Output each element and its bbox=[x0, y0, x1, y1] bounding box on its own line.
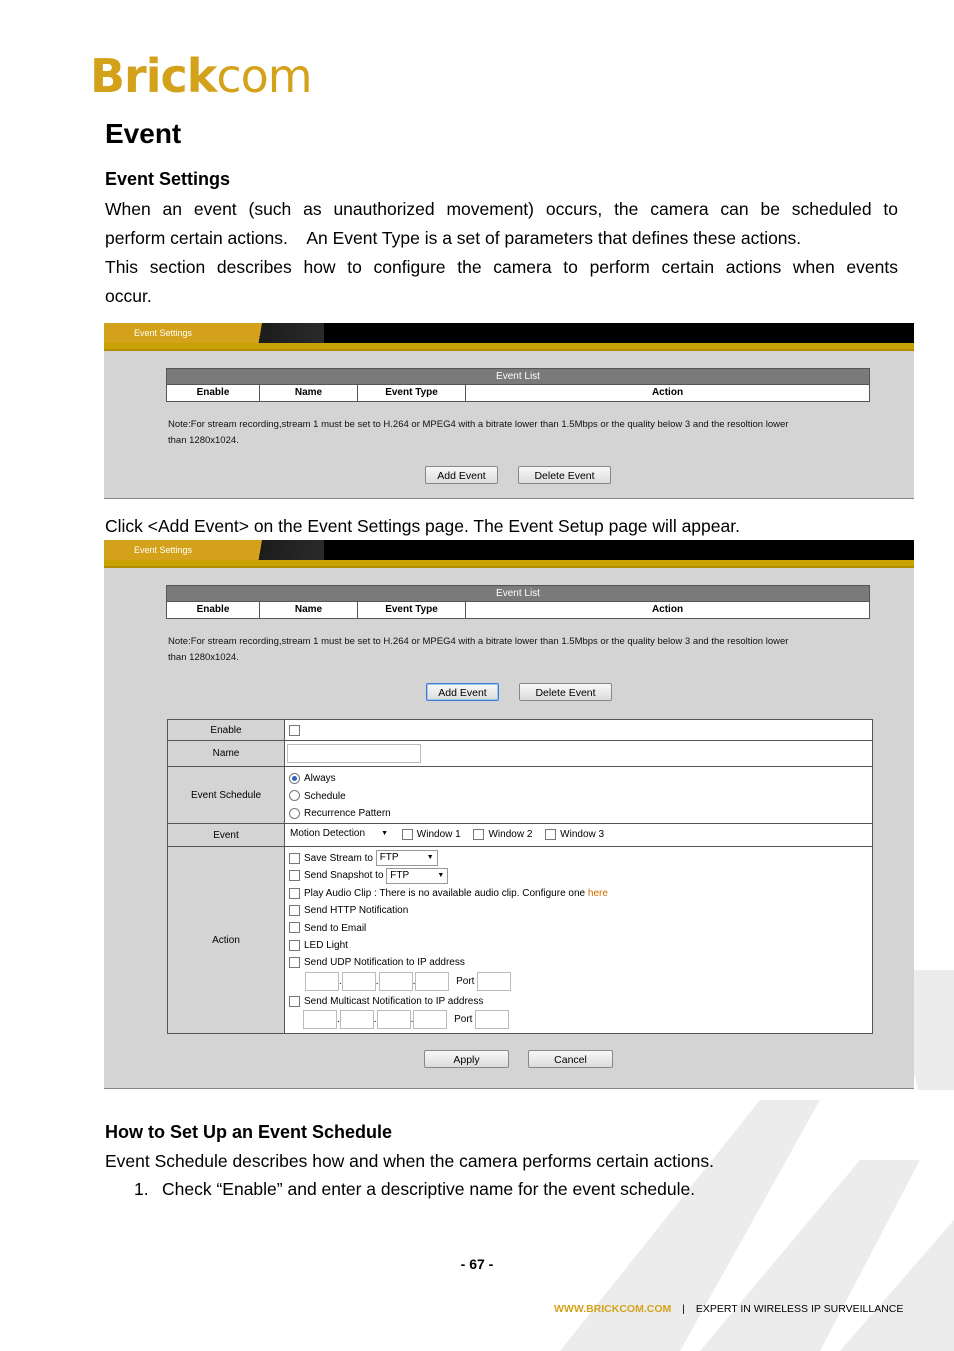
radio-icon bbox=[289, 773, 300, 784]
col-event-type: Event Type bbox=[358, 602, 466, 618]
col-enable: Enable bbox=[167, 385, 260, 401]
note-line: than 1280x1024. bbox=[168, 435, 239, 446]
enable-cell bbox=[285, 720, 872, 740]
delete-event-button[interactable]: Delete Event bbox=[518, 466, 611, 484]
window-1-option[interactable] bbox=[402, 829, 461, 840]
event-type-select[interactable] bbox=[287, 827, 391, 841]
intro-line: perform certain actions. An Event Type is a set of parameters that defines these actions. bbox=[105, 228, 802, 248]
event-cell bbox=[285, 824, 872, 846]
port-label: Port bbox=[454, 1014, 473, 1026]
schedule-cell bbox=[285, 767, 872, 823]
event-list-title: Event List bbox=[166, 585, 870, 602]
note-line: Note:For stream recording,stream 1 must be set to H.264 or MPEG4 with a bitrate lower than 1.5Mbps or the quality below 3 and the resoltion lower bbox=[168, 636, 789, 647]
page-title: Event bbox=[105, 118, 182, 149]
footer bbox=[554, 1303, 903, 1315]
send-udp-option[interactable] bbox=[289, 954, 872, 971]
step-1-text: Check “Enable” and enter a descriptive name for the event schedule. bbox=[162, 1179, 696, 1199]
col-enable: Enable bbox=[167, 602, 260, 618]
checkbox-icon bbox=[289, 888, 300, 899]
step-1-number: 1. bbox=[134, 1179, 149, 1199]
multicast-ip-octet-1[interactable] bbox=[303, 1010, 337, 1029]
intro-line: This section describes how to configure the camera to perform certain actions when events bbox=[105, 257, 898, 277]
event-label: Event bbox=[168, 824, 285, 846]
event-setup-form bbox=[167, 719, 873, 1034]
brickcom-logo: Brickcom bbox=[90, 49, 312, 103]
tab-event-settings[interactable]: Event Settings bbox=[104, 540, 234, 560]
checkbox-icon bbox=[289, 853, 300, 864]
name-cell bbox=[285, 741, 872, 766]
checkbox-icon bbox=[289, 996, 300, 1007]
col-name: Name bbox=[260, 385, 358, 401]
port-label: Port bbox=[456, 975, 475, 987]
stream-note bbox=[168, 634, 868, 666]
checkbox-icon bbox=[473, 829, 484, 840]
multicast-ip-octet-4[interactable] bbox=[413, 1010, 447, 1029]
window-label: Window 3 bbox=[560, 828, 605, 840]
window-label: Window 1 bbox=[416, 828, 461, 840]
multicast-ip-octet-2[interactable] bbox=[340, 1010, 374, 1029]
window-label: Window 2 bbox=[488, 828, 533, 840]
send-email-option[interactable] bbox=[289, 920, 872, 937]
play-audio-option[interactable] bbox=[289, 885, 872, 902]
section-heading-event-settings: Event Settings bbox=[105, 169, 231, 189]
note-line: than 1280x1024. bbox=[168, 652, 239, 663]
event-list-title: Event List bbox=[166, 368, 870, 385]
multicast-port-input[interactable] bbox=[475, 1010, 509, 1029]
udp-ip-octet-4[interactable] bbox=[415, 972, 449, 991]
checkbox-icon bbox=[289, 922, 300, 933]
send-snapshot-option[interactable] bbox=[289, 867, 872, 884]
tab-slant bbox=[234, 323, 324, 343]
stream-note bbox=[168, 417, 868, 449]
multicast-ip-fields: . . . Port bbox=[289, 1010, 872, 1029]
event-list-header-row bbox=[166, 602, 870, 619]
save-stream-dest-select[interactable] bbox=[376, 850, 438, 866]
add-event-button[interactable]: Add Event bbox=[426, 683, 499, 701]
note-line: Note:For stream recording,stream 1 must be set to H.264 or MPEG4 with a bitrate lower than 1.5Mbps or the quality below 3 and the resoltion lower bbox=[168, 419, 789, 430]
dest-value: FTP bbox=[379, 852, 399, 864]
schedule-option-recurrence[interactable] bbox=[289, 805, 872, 823]
send-http-option[interactable] bbox=[289, 902, 872, 919]
page-number: - 67 - bbox=[460, 1256, 494, 1272]
header-line bbox=[104, 566, 914, 568]
event-setup-screenshot bbox=[104, 540, 914, 1089]
schedule-option-label: Recurrence Pattern bbox=[304, 808, 391, 819]
delete-event-button[interactable]: Delete Event bbox=[519, 683, 612, 701]
section-heading-event-schedule: How to Set Up an Event Schedule bbox=[105, 1122, 393, 1142]
checkbox-icon bbox=[289, 870, 300, 881]
event-list-header-row bbox=[166, 385, 870, 402]
enable-label: Enable bbox=[168, 720, 285, 740]
send-multicast-label: Send Multicast Notification to IP address bbox=[304, 995, 484, 1007]
udp-ip-octet-1[interactable] bbox=[305, 972, 339, 991]
save-stream-label: Save Stream to bbox=[304, 853, 373, 864]
checkbox-icon bbox=[289, 940, 300, 951]
col-action: Action bbox=[651, 387, 684, 398]
radio-icon bbox=[289, 790, 300, 801]
add-event-button[interactable]: Add Event bbox=[425, 466, 498, 484]
schedule-option-always[interactable] bbox=[289, 770, 872, 788]
checkbox-icon bbox=[545, 829, 556, 840]
dest-value: FTP bbox=[390, 869, 410, 881]
intro-paragraph bbox=[105, 195, 898, 311]
schedule-paragraph: Event Schedule describes how and when the camera performs certain actions. bbox=[105, 1151, 714, 1171]
checkbox-icon bbox=[289, 957, 300, 968]
col-event-type: Event Type bbox=[358, 385, 466, 401]
event-list-table bbox=[166, 585, 870, 619]
led-light-option[interactable] bbox=[289, 937, 872, 954]
send-udp-label: Send UDP Notification to IP address bbox=[304, 957, 465, 969]
dropdown-arrow-icon: ▼ bbox=[426, 854, 434, 862]
play-audio-label: Play Audio Clip : There is no available audio clip. Configure one bbox=[304, 887, 586, 899]
udp-ip-octet-3[interactable] bbox=[379, 972, 413, 991]
send-snapshot-dest-select[interactable] bbox=[386, 868, 448, 884]
event-list-table bbox=[166, 368, 870, 402]
radio-icon bbox=[289, 808, 300, 819]
window-2-option[interactable] bbox=[473, 829, 532, 840]
footer-tagline: EXPERT IN WIRELESS IP SURVEILLANCE bbox=[695, 1303, 904, 1315]
enable-row bbox=[168, 720, 872, 741]
cancel-button[interactable]: Cancel bbox=[528, 1050, 613, 1068]
checkbox-icon bbox=[289, 905, 300, 916]
event-settings-screenshot bbox=[104, 323, 914, 499]
window-3-option[interactable] bbox=[545, 829, 604, 840]
multicast-ip-octet-3[interactable] bbox=[377, 1010, 411, 1029]
name-input[interactable] bbox=[287, 744, 421, 763]
udp-port-input[interactable] bbox=[477, 972, 511, 991]
action-cell bbox=[285, 847, 872, 1033]
configure-audio-link[interactable]: here bbox=[587, 887, 608, 899]
apply-button[interactable]: Apply bbox=[424, 1050, 509, 1068]
footer-website-link[interactable]: WWW.BRICKCOM.COM bbox=[554, 1303, 672, 1315]
name-row bbox=[168, 741, 872, 767]
schedule-option-label: Schedule bbox=[304, 790, 346, 802]
intro-line: When an event (such as unauthorized movement) occurs, the camera can be scheduled to bbox=[105, 199, 898, 219]
send-multicast-option[interactable] bbox=[289, 993, 872, 1010]
event-type-value: Motion Detection bbox=[290, 828, 366, 839]
tab-event-settings[interactable]: Event Settings bbox=[104, 323, 234, 343]
col-action: Action bbox=[651, 604, 684, 615]
event-row bbox=[168, 824, 872, 847]
send-email-label: Send to Email bbox=[304, 922, 367, 934]
dropdown-arrow-icon: ▼ bbox=[437, 871, 445, 879]
tab-slant bbox=[234, 540, 324, 560]
schedule-label: Event Schedule bbox=[168, 767, 285, 823]
schedule-option-label: Always bbox=[304, 773, 336, 784]
intro-line: occur. bbox=[105, 286, 152, 306]
udp-ip-octet-2[interactable] bbox=[342, 972, 376, 991]
udp-ip-fields: . . . Port bbox=[289, 972, 872, 993]
action-label: Action bbox=[168, 847, 285, 1033]
click-instruction: Click <Add Event> on the Event Settings page. The Event Setup page will appear. bbox=[105, 516, 740, 536]
footer-separator: | bbox=[682, 1303, 685, 1315]
header-line bbox=[104, 349, 914, 351]
led-light-label: LED Light bbox=[304, 940, 348, 952]
enable-checkbox[interactable] bbox=[289, 725, 300, 736]
dropdown-arrow-icon: ▼ bbox=[381, 830, 388, 837]
schedule-row bbox=[168, 767, 872, 824]
checkbox-icon bbox=[402, 829, 413, 840]
send-http-label: Send HTTP Notification bbox=[304, 905, 409, 917]
save-stream-option[interactable] bbox=[289, 850, 872, 867]
schedule-option-schedule[interactable] bbox=[289, 788, 872, 806]
send-snapshot-label: Send Snapshot to bbox=[304, 870, 384, 882]
action-row bbox=[168, 847, 872, 1033]
col-name: Name bbox=[260, 602, 358, 618]
name-label: Name bbox=[168, 741, 285, 766]
